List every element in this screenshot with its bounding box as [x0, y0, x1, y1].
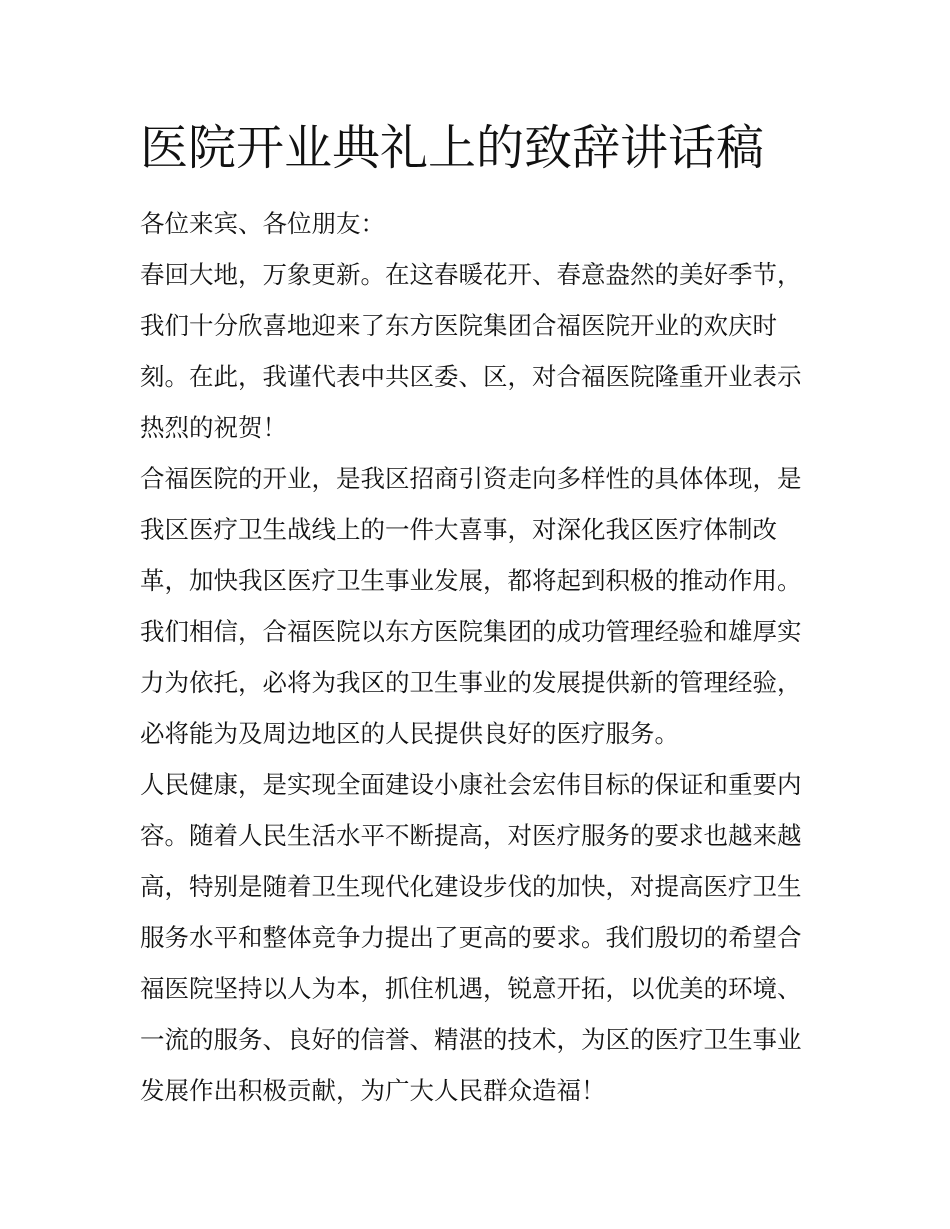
- salutation: 各位来宾、各位朋友：: [140, 209, 385, 238]
- paragraph-line: 发展作出积极贡献，为广大人民群众造福！: [140, 1076, 606, 1105]
- document-body: [140, 118, 816, 1116]
- paragraph-line: 人民健康，是实现全面建设小康社会宏伟目标的保证和重要内: [140, 770, 802, 799]
- paragraph-line: 我们十分欣喜地迎来了东方医院集团合福医院开业的欢庆时: [140, 311, 777, 340]
- paragraph-line: 一流的服务、良好的信誉、精湛的技术，为区的医疗卫生事业: [140, 1025, 802, 1054]
- paragraph-line: 力为依托，必将为我区的卫生事业的发展提供新的管理经验，: [140, 668, 802, 697]
- paragraph-line: 合福医院的开业，是我区招商引资走向多样性的具体体现，是: [140, 464, 802, 493]
- paragraph-line: 容。随着人民生活水平不断提高，对医疗服务的要求也越来越: [140, 821, 802, 850]
- paragraph-line: 春回大地，万象更新。在这春暖花开、春意盎然的美好季节，: [140, 260, 802, 289]
- paragraph-line: 刻。在此，我谨代表中共区委、区，对合福医院隆重开业表示: [140, 362, 802, 391]
- paragraph-1: [140, 249, 816, 453]
- paragraph-line: 高，特别是随着卫生现代化建设步伐的加快，对提高医疗卫生: [140, 872, 802, 901]
- paragraph-line: 服务水平和整体竞争力提出了更高的要求。我们殷切的希望合: [140, 923, 802, 952]
- paragraph-line: 革，加快我区医疗卫生事业发展，都将起到积极的推动作用。: [140, 566, 802, 595]
- paragraph-2: [140, 453, 816, 759]
- paragraph-line: 热烈的祝贺！: [140, 413, 287, 442]
- document-title: 医院开业典礼上的致辞讲话稿: [140, 120, 765, 176]
- paragraph-line: 福医院坚持以人为本，抓住机遇，锐意开拓，以优美的环境、: [140, 974, 802, 1003]
- paragraph-3: [140, 759, 816, 1116]
- paragraph-line: 我们相信，合福医院以东方医院集团的成功管理经验和雄厚实: [140, 617, 802, 646]
- paragraph-line: 必将能为及周边地区的人民提供良好的医疗服务。: [140, 719, 679, 748]
- paragraph-line: 我区医疗卫生战线上的一件大喜事，对深化我区医疗体制改: [140, 515, 777, 544]
